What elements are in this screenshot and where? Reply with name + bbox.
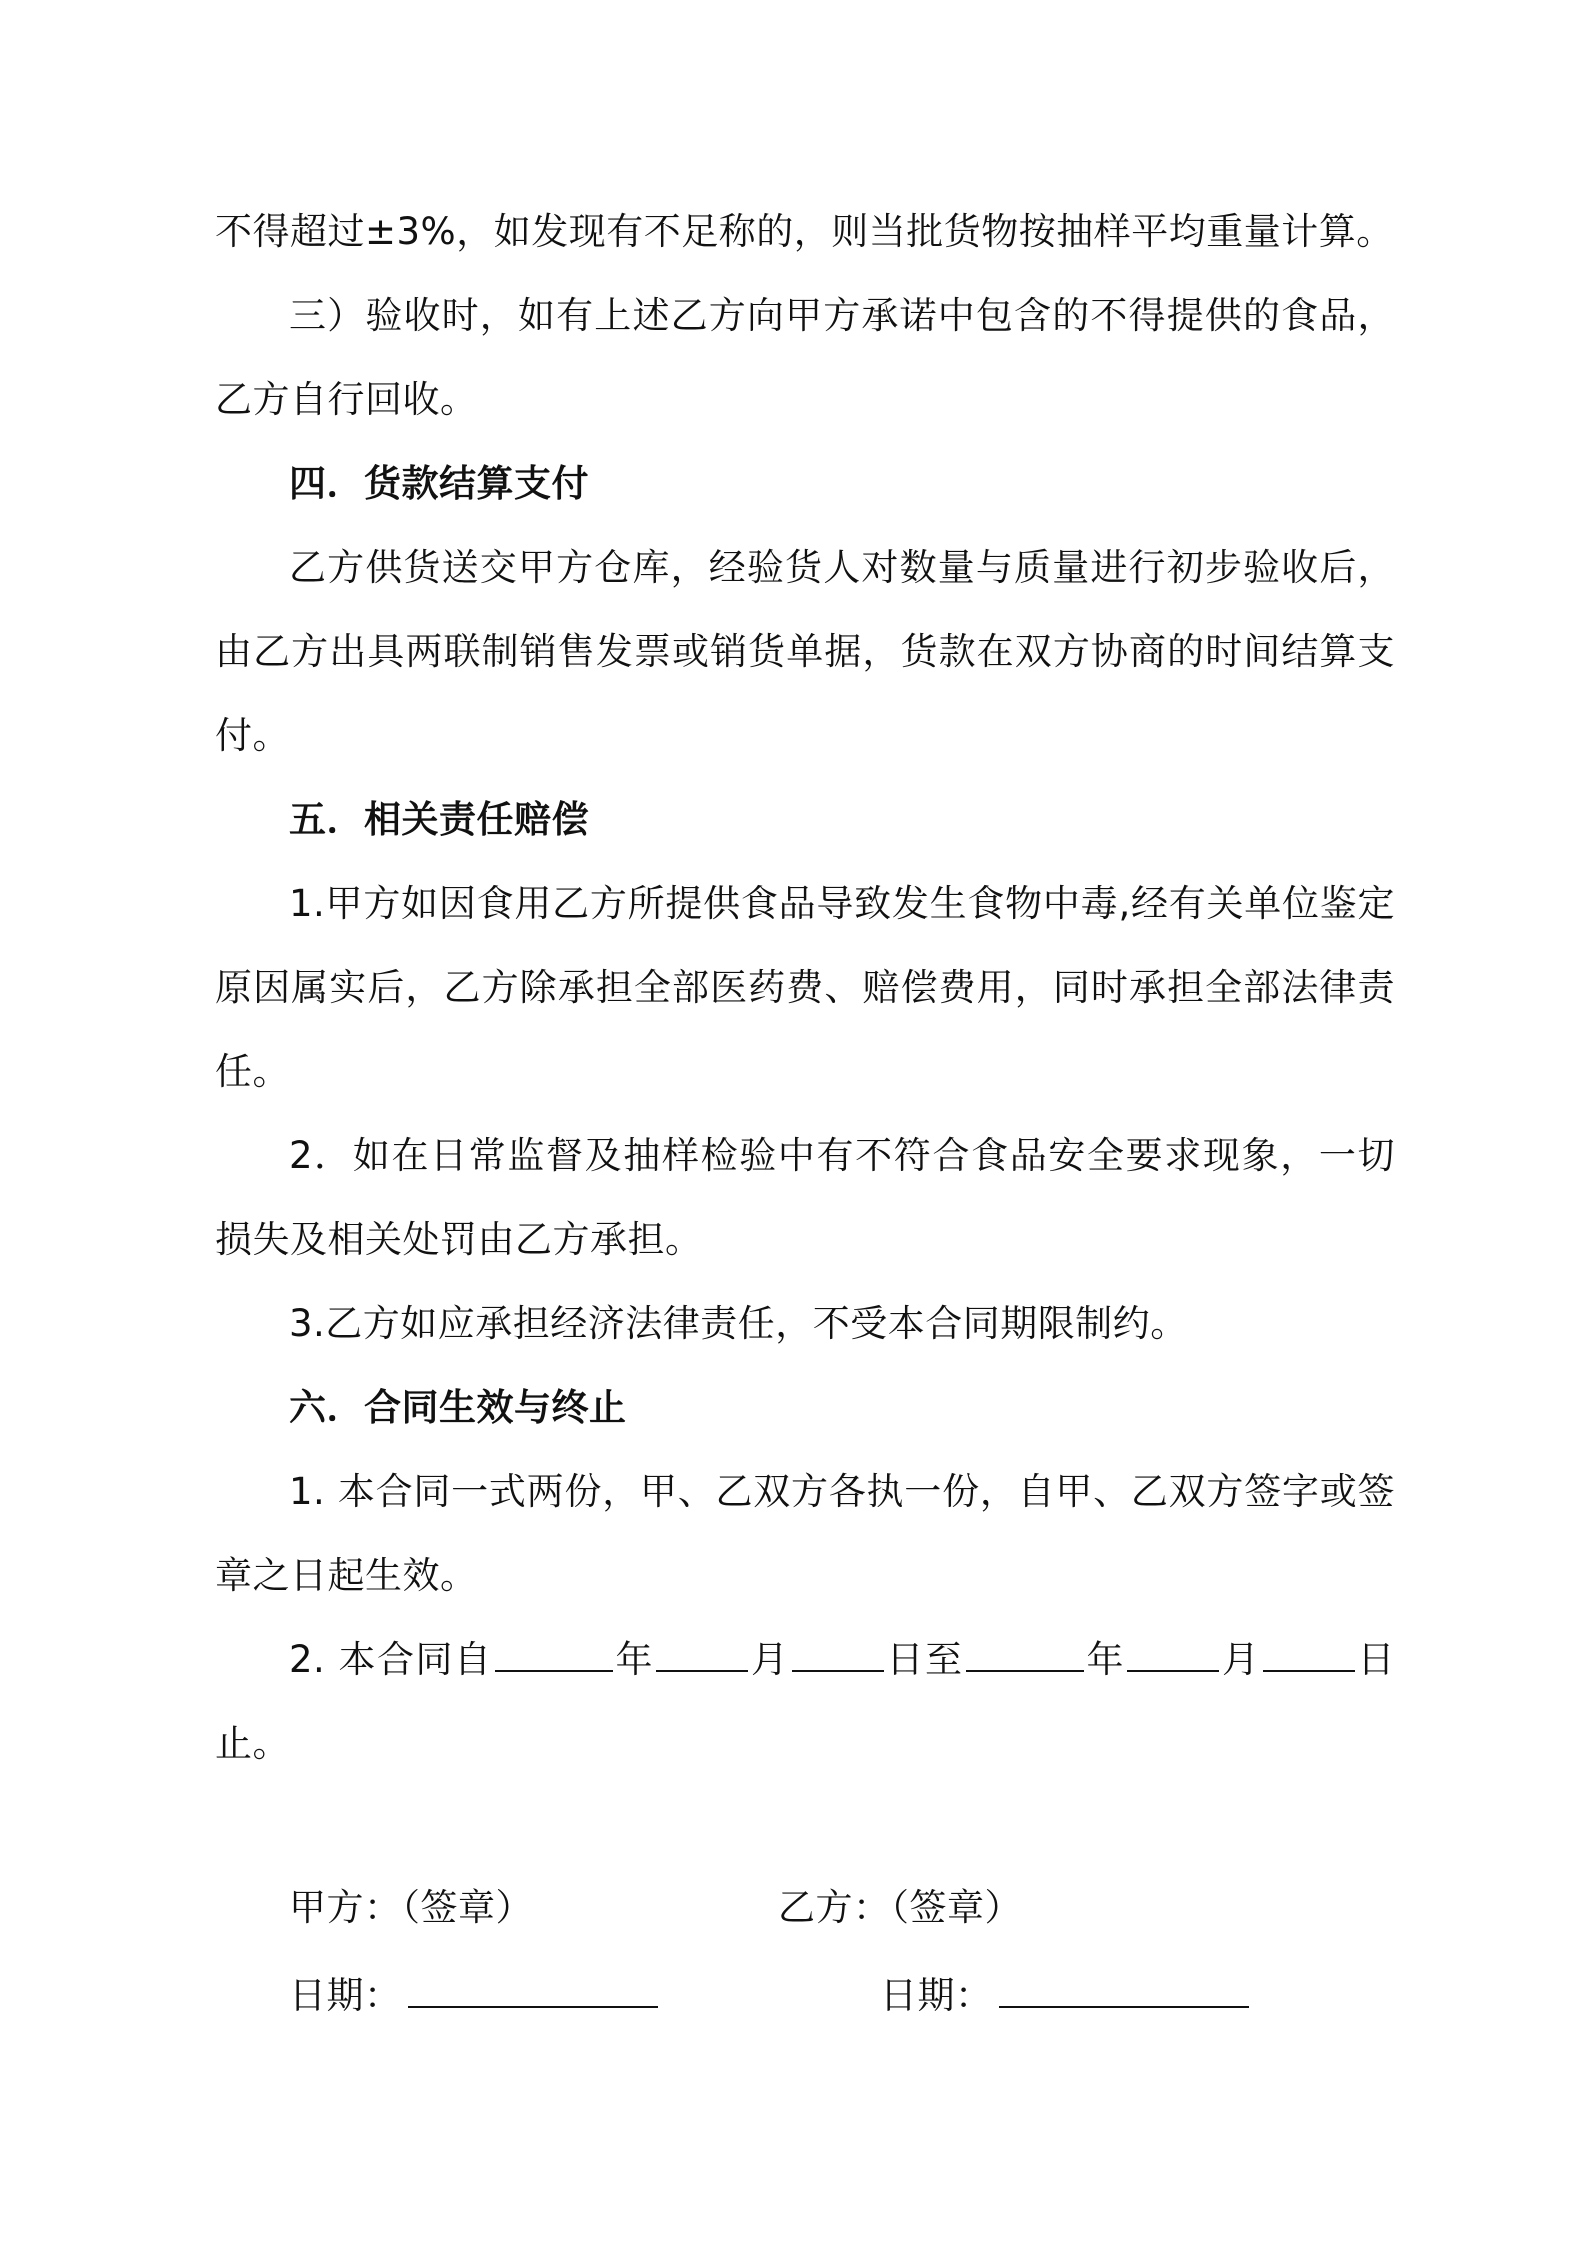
day-start-blank[interactable]	[792, 1636, 884, 1672]
paragraph-tolerance: 不得超过±3%，如发现有不足称的，则当批货物按抽样平均重量计算。	[215, 210, 1394, 253]
party-b-date-label: 日期：	[880, 1974, 993, 2017]
paragraph-liability-1: 1.甲方如因食用乙方所提供食品导致发生食物中毒,经有关单位鉴定原因属实后，乙方除承担全部医药费、赔偿费用，同时承担全部法律责任。	[215, 882, 1395, 1093]
term-month-end-label: 月	[1221, 1638, 1261, 1681]
party-b-date-field[interactable]	[999, 1972, 1249, 2008]
day-end-blank[interactable]	[1263, 1636, 1355, 1672]
paragraph-liability-2: 2．如在日常监督及抽样检验中有不符合食品安全要求现象，一切损失及相关处罚由乙方承担。	[215, 1134, 1395, 1261]
section-heading-effect: 六．合同生效与终止	[289, 1386, 627, 1429]
paragraph-term	[215, 1618, 1395, 1786]
paragraph-liability-3: 3.乙方如应承担经济法律责任，不受本合同期限制约。	[289, 1302, 1188, 1345]
term-year-label: 年	[614, 1638, 655, 1681]
paragraph-acceptance: 三）验收时，如有上述乙方向甲方承诺中包含的不得提供的食品，乙方自行回收。	[215, 294, 1395, 421]
term-month-label: 月	[750, 1638, 790, 1681]
term-day-end-label: 日	[1356, 1638, 1396, 1681]
term-prefix: 2. 本合同自	[289, 1638, 493, 1681]
term-year-end-label: 年	[1085, 1638, 1126, 1681]
year-start-blank[interactable]	[495, 1636, 613, 1672]
section-heading-liability: 五．相关责任赔偿	[289, 798, 589, 841]
paragraph-payment: 乙方供货送交甲方仓库，经验货人对数量与质量进行初步验收后，由乙方出具两联制销售发票或销货单据，货款在双方协商的时间结算支付。	[215, 546, 1395, 757]
party-a-signature-label: 甲方：（签章）	[289, 1886, 533, 1929]
section-heading-payment: 四．货款结算支付	[289, 462, 589, 505]
party-b-signature-label: 乙方：（签章）	[778, 1886, 1022, 1929]
party-a-date	[289, 1966, 658, 2026]
month-start-blank[interactable]	[656, 1636, 748, 1672]
term-day-to-label: 日至	[885, 1638, 964, 1681]
party-b-date	[880, 1966, 1249, 2026]
month-end-blank[interactable]	[1127, 1636, 1219, 1672]
paragraph-effect-1: 1. 本合同一式两份，甲、乙双方各执一份，自甲、乙双方签字或签章之日起生效。	[215, 1470, 1395, 1597]
party-a-date-field[interactable]	[408, 1972, 658, 2008]
year-end-blank[interactable]	[966, 1636, 1084, 1672]
term-suffix: 止。	[215, 1722, 290, 1765]
party-a-date-label: 日期：	[289, 1974, 402, 2017]
